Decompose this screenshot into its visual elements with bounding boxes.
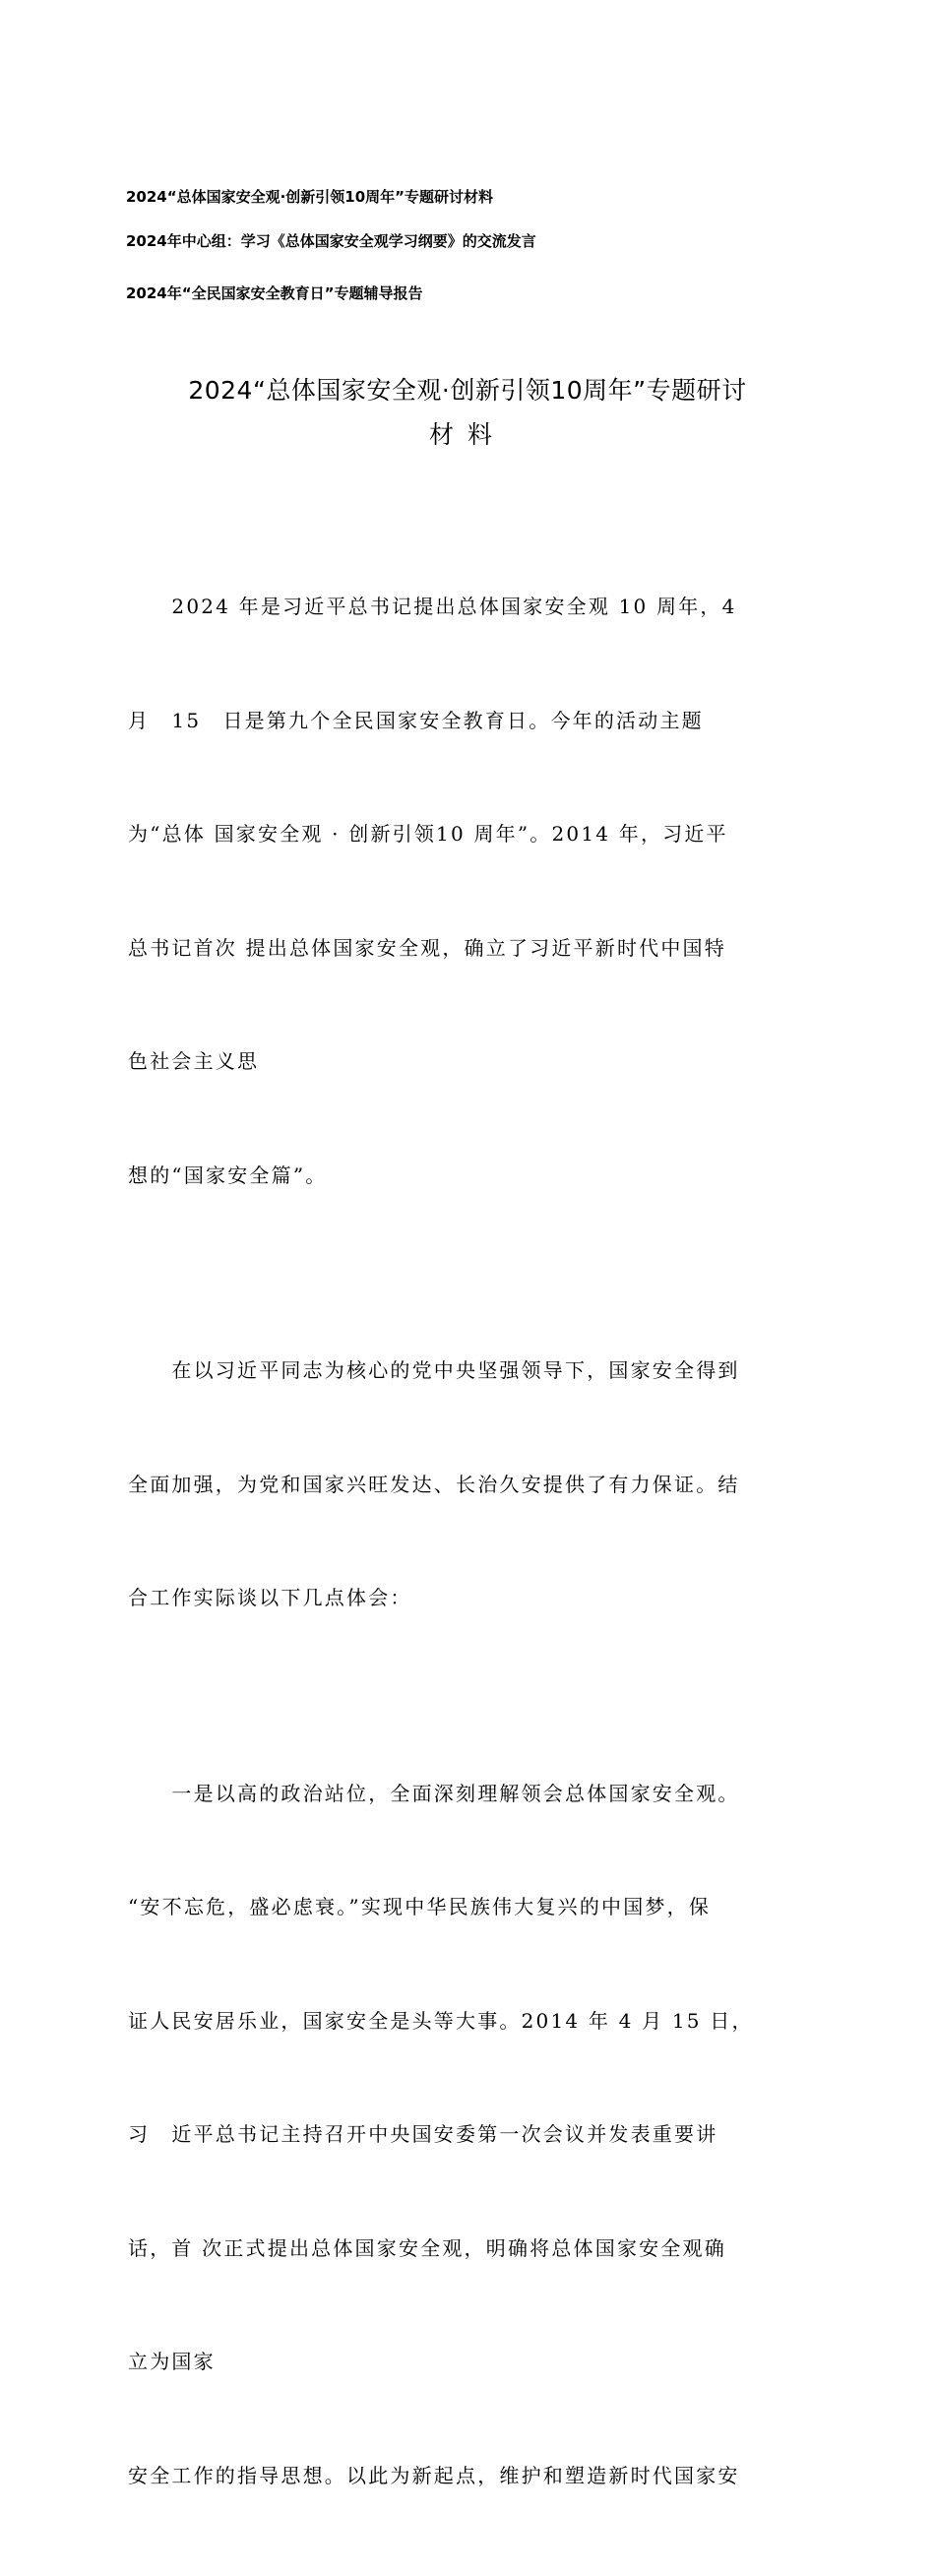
text-line: 一是以高的政治站位，全面深刻理解领会总体国家安全观。	[128, 1781, 740, 1805]
document-title	[98, 368, 837, 457]
text-line: 在以习近平同志为核心的党中央坚强领导下，国家安全得到	[128, 1358, 740, 1382]
paragraph	[128, 1699, 827, 2571]
toc-item: 2024年“全民国家安全教育日”专题辅导报告	[126, 284, 423, 302]
text-line: “安不忘危，盛必虑衰。”实现中华民族伟大复兴的中国梦，保	[128, 1895, 712, 1918]
text-line: 话，首 次正式提出总体国家安全观，明确将总体国家安全观确	[128, 2235, 726, 2260]
text-line: 月 15 日是第九个全民国家安全教育日。今年的活动主题	[128, 708, 704, 732]
paragraph	[128, 1276, 827, 1693]
text-line: 全面加强，为党和国家兴旺发达、长治久安提供了有力保证。结	[128, 1472, 740, 1496]
text-line: 为“总体 国家安全观 · 创新引领10 周年”。2014 年，习近平	[128, 822, 728, 846]
document-title-line: 材料	[428, 420, 506, 449]
text-line: 安全工作的指导思想。以此为新起点，维护和塑造新时代国家安	[128, 2463, 740, 2487]
text-line: 习 近平总书记主持召开中央国安委第一次会议并发表重要讲	[128, 2122, 718, 2146]
text-line: 证人民安居乐业，国家安全是头等大事。2014 年 4 月 15 日，	[128, 2008, 754, 2033]
text-line: 2024 年是习近平总书记提出总体国家安全观 10 周年，4	[128, 595, 737, 618]
text-line: 色社会主义思	[128, 1049, 260, 1073]
paragraph	[128, 512, 827, 1270]
text-line: 想的“国家安全篇”。	[128, 1162, 328, 1187]
toc-item: 2024“总体国家安全观·创新引领10周年”专题研讨材料	[126, 188, 494, 206]
document-body	[128, 512, 827, 2576]
text-line: 总书记首次 提出总体国家安全观，确立了习近平新时代中国特	[128, 935, 726, 960]
text-line: 立为国家	[128, 2350, 216, 2373]
text-line: 合工作实际谈以下几点体会：	[128, 1586, 412, 1609]
document-title-line: 2024“总体国家安全观·创新引领10周年”专题研讨	[188, 376, 747, 405]
toc-item: 2024年中心组：学习《总体国家安全观学习纲要》的交流发言	[126, 232, 536, 250]
